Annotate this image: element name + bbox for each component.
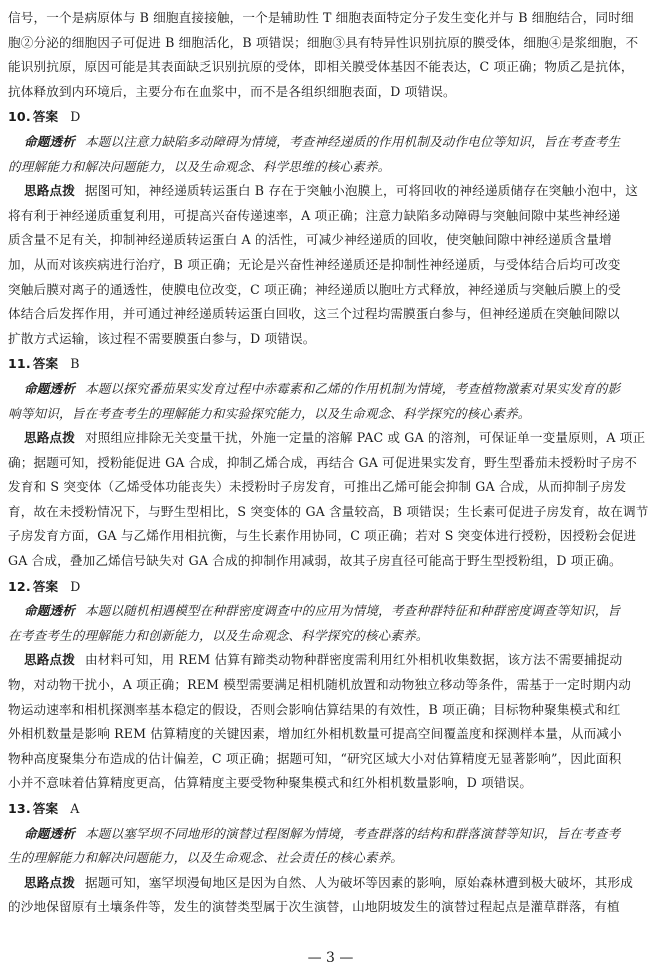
hint-line bbox=[8, 451, 653, 476]
hint-text: 突触后膜对离子的通透性，使膜电位改变，C 项正确；神经递质以胞吐方式释放，神经递质与突触后膜上的受 bbox=[8, 281, 621, 297]
hint-tag: 思路点拨 bbox=[24, 183, 75, 199]
hint-text: 据图可知，神经递质转运蛋白 B 存在于突触小泡膜上，可将回收的神经递质储存在突触小泡中，这 bbox=[84, 183, 638, 199]
hint-text: GA 合成，叠加乙烯信号缺失对 GA 合成的抑制作用减弱，故其子房直径可能高于野生型授粉组，D 项正确。 bbox=[8, 553, 622, 569]
hint-tag: 思路点拨 bbox=[24, 430, 75, 446]
analysis-line bbox=[8, 130, 653, 155]
answer-line bbox=[8, 797, 653, 822]
answer-label: 答案 bbox=[32, 109, 59, 125]
hint-tag: 思路点拨 bbox=[24, 874, 75, 890]
question-number: 11. bbox=[8, 356, 31, 372]
hint-line bbox=[8, 253, 653, 278]
hint-line bbox=[8, 771, 653, 796]
analysis-text: 本题以注意力缺陷多动障碍为情境，考查神经递质的作用机制及动作电位等知识，旨在考查考生 bbox=[84, 133, 621, 149]
analysis-text: 的理解能力和解决问题能力，以及生命观念、科学思维的核心素养。 bbox=[8, 158, 391, 174]
answer-letter: D bbox=[70, 578, 81, 594]
answer-letter: A bbox=[70, 801, 80, 816]
hint-text: 外相机数量是影响 REM 估算精度的关键因素，增加红外相机数量可提高空间覆盖度和探测样本量，从而减小 bbox=[8, 726, 622, 742]
hint-line bbox=[8, 278, 653, 303]
document-page bbox=[8, 6, 653, 920]
analysis-text: 本题以随机相遇模型在种群密度调查中的应用为情境，考查种群特征和种群密度调查等知识，旨 bbox=[84, 603, 621, 619]
answer-letter: D bbox=[70, 109, 81, 125]
hint-text: 的沙地保留原有土壤条件等，发生的演替类型属于次生演替，山地阴坡发生的演替过程起点是灌草群落，有植 bbox=[8, 899, 620, 915]
analysis-line bbox=[8, 402, 653, 427]
analysis-line bbox=[8, 377, 653, 402]
hint-line bbox=[8, 549, 653, 574]
hint-text: 体结合后发挥作用，并可通过神经递质转运蛋白回收，这三个过程均需膜蛋白参与，但神经递质在突触间隙以 bbox=[8, 306, 620, 322]
hint-line bbox=[8, 500, 653, 525]
hint-text: 育，故在未授粉情况下，与野生型相比，S 突变体的 GA 含量较高，B 项错误；生长素可促进子房发育，故在调节 bbox=[8, 503, 649, 519]
hint-line bbox=[8, 302, 653, 327]
analysis-tag: 命题透析 bbox=[24, 380, 75, 396]
intro-line: 胞②分泌的细胞因子可促进 B 细胞活化，B 项错误；细胞③具有特异性识别抗原的膜受体，细胞④是浆细胞，不 bbox=[8, 34, 639, 50]
analysis-line bbox=[8, 846, 653, 871]
analysis-tag: 命题透析 bbox=[24, 133, 75, 149]
hint-text: 据题可知，塞罕坝漫甸地区是因为自然、人为破坏等因素的影响，原始森林遭到极大破坏，其形成 bbox=[84, 874, 633, 890]
question-number: 10. bbox=[8, 109, 31, 125]
hint-line bbox=[8, 228, 653, 253]
analysis-text: 生的理解能力和解决问题能力，以及生命观念、社会责任的核心素养。 bbox=[8, 850, 404, 866]
hint-line bbox=[8, 871, 653, 896]
hint-line bbox=[8, 179, 653, 204]
analysis-text: 响等知识，旨在考查考生的理解能力和实验探究能力，以及生命观念、科学探究的核心素养。 bbox=[8, 405, 531, 421]
page-number: — 3 — bbox=[307, 950, 354, 966]
analysis-tag: 命题透析 bbox=[24, 603, 75, 619]
answer-line bbox=[8, 575, 653, 600]
answer-letter: B bbox=[70, 356, 80, 372]
hint-line bbox=[8, 698, 653, 723]
hint-line bbox=[8, 722, 653, 747]
analysis-line bbox=[8, 155, 653, 180]
hint-text: 质含量不足有关，抑制神经递质转运蛋白 A 的活性，可减少神经递质的回收，使突触间隙中神经递质含量增 bbox=[8, 232, 612, 248]
analysis-line bbox=[8, 599, 653, 624]
hint-line bbox=[8, 327, 653, 352]
hint-line bbox=[8, 426, 653, 451]
hint-text: 发育和 S 突变体（乙烯受体功能丧失）未授粉时子房发育，可推出乙烯可能会抑制 GA 合成，从而抑制子房发 bbox=[8, 479, 627, 495]
answer-label: 答案 bbox=[32, 801, 59, 816]
answer-label: 答案 bbox=[32, 356, 59, 372]
hint-text: 加，从而对该疾病进行治疗，B 项正确；无论是兴奋性神经递质还是抑制性神经递质，与受体结合后均可改变 bbox=[8, 256, 621, 272]
analysis-line bbox=[8, 624, 653, 649]
hint-text: 扩散方式运输，该过程不需要膜蛋白参与，D 项错误。 bbox=[8, 330, 316, 346]
question-number: 13. bbox=[8, 801, 31, 816]
hint-line bbox=[8, 673, 653, 698]
hint-line bbox=[8, 524, 653, 549]
hint-text: 将有利于神经递质重复利用，可提高兴奋传递速率，A 项正确；注意力缺陷多动障碍与突触间隙中某些神经递 bbox=[8, 207, 621, 223]
hint-text: 由材料可知，用 REM 估算有蹄类动物种群密度需利用红外相机收集数据，该方法不需要捕捉动 bbox=[84, 652, 623, 668]
analysis-text: 本题以探究番茄果实发育过程中赤霉素和乙烯的作用机制为情境，考查植物激素对果实发育的影 bbox=[84, 380, 621, 396]
hint-text: 物，对动物干扰小，A 项正确；REM 模型需要满足相机随机放置和动物独立移动等条件，需基于一定时期内动 bbox=[8, 677, 632, 693]
answer-line bbox=[8, 352, 653, 377]
hint-line bbox=[8, 747, 653, 772]
answer-line bbox=[8, 105, 653, 130]
hint-text: 确；据题可知，授粉能促进 GA 合成，抑制乙烯合成，再结合 GA 可促进果实发育，野生型番茄未授粉时子房不 bbox=[8, 454, 637, 470]
hint-tag: 思路点拨 bbox=[24, 652, 75, 668]
analysis-text: 本题以塞罕坝不同地形的演替过程图解为情境，考查群落的结构和群落演替等知识，旨在考查考 bbox=[84, 825, 621, 841]
answer-label: 答案 bbox=[32, 578, 59, 594]
hint-line bbox=[8, 895, 653, 920]
hint-line bbox=[8, 475, 653, 500]
hint-text: 物运动速率和相机探测率基本稳定的假设，否则会影响估算结果的有效性，B 项正确；目标物种聚集模式和红 bbox=[8, 701, 621, 717]
hint-text: 小并不意味着估算精度更高，估算精度主要受物种聚集模式和红外相机数量影响，D 项错误。 bbox=[8, 775, 533, 791]
question-number: 12. bbox=[8, 578, 31, 594]
intro-line: 信号，一个是病原体与 B 细胞直接接触，一个是辅助性 T 细胞表面特定分子发生变化并与 B 细胞结合，同时细 bbox=[8, 10, 634, 25]
analysis-line bbox=[8, 822, 653, 847]
intro-line: 能识别抗原，原因可能是其表面缺乏识别抗原的受体，即相关膜受体基因不能表达，C 项正确；物质乙是抗体， bbox=[8, 59, 634, 75]
hint-text: 对照组应排除无关变量干扰，外施一定量的溶解 PAC 或 GA 的溶剂，可保证单一变量原则，A 项正 bbox=[84, 430, 646, 446]
hint-line bbox=[8, 648, 653, 673]
hint-text: 物种高度聚集分布造成的估计偏差，C 项正确；据题可知，“研究区域大小对估算精度无显著影响”，因此面积 bbox=[8, 750, 622, 766]
analysis-tag: 命题透析 bbox=[24, 825, 75, 841]
intro-line: 抗体释放到内环境后，主要分布在血浆中，而不是各组织细胞表面，D 项错误。 bbox=[8, 83, 456, 99]
hint-line bbox=[8, 204, 653, 229]
analysis-text: 在考查考生的理解能力和创新能力，以及生命观念、科学探究的核心素养。 bbox=[8, 627, 429, 643]
hint-text: 子房发育方面，GA 与乙烯作用相抗衡，与生长素作用协同，C 项正确；若对 S 突变体进行授粉，因授粉会促进 bbox=[8, 528, 637, 544]
